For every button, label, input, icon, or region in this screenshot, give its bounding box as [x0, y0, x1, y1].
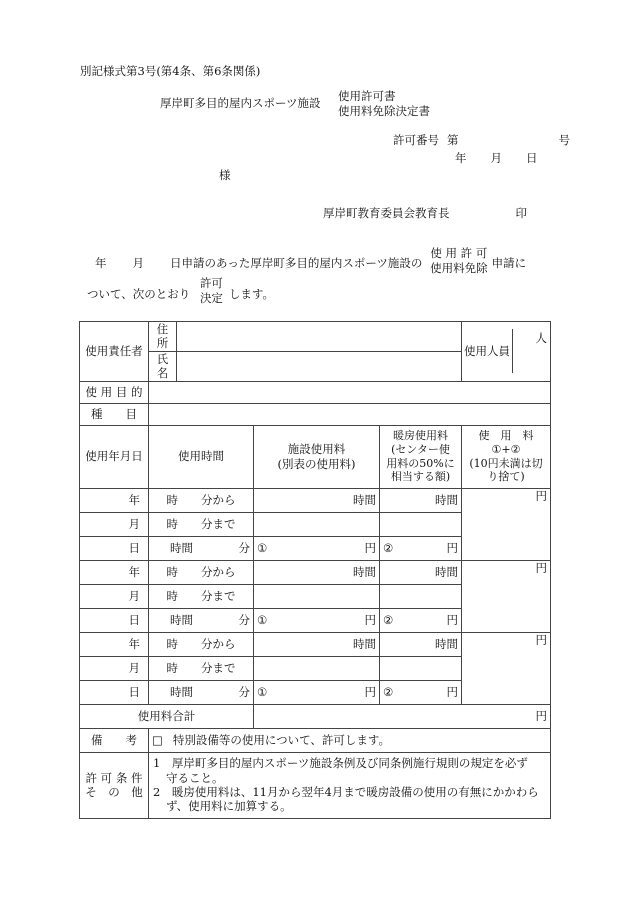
header-time: 使用時間 — [149, 425, 254, 488]
permit-number-go: 号 — [558, 133, 570, 147]
row-heating-fee[interactable] — [380, 536, 462, 560]
body-month: 月 — [132, 256, 144, 270]
row-from[interactable]: 時 分から — [149, 632, 254, 656]
row-facility-fee[interactable] — [254, 680, 380, 704]
table-row — [80, 322, 551, 352]
issuer — [323, 206, 527, 220]
condition-item: 守ること。 — [166, 770, 224, 785]
row-to[interactable]: 時 分まで — [149, 512, 254, 536]
header-heating-fee-4: 相当する額) — [390, 470, 451, 484]
table-row — [80, 381, 551, 403]
remarks-label: 備 考 — [80, 728, 149, 752]
body-option-stack-1 — [430, 246, 488, 276]
header-facility-fee-2: (別表の使用料) — [277, 456, 356, 471]
conditions-text — [149, 752, 551, 818]
form-number: 別記様式第3号(第4条、第6条関係) — [80, 64, 261, 78]
row-month[interactable]: 月 — [80, 656, 149, 680]
row-duration[interactable] — [149, 680, 254, 704]
date-year: 年 — [455, 151, 467, 165]
document-title: 厚岸町多目的屋内スポーツ施設 — [160, 96, 321, 110]
table-header-row — [80, 425, 551, 488]
kind-label: 種 目 — [80, 403, 149, 425]
users-subtable — [462, 329, 550, 373]
permit-number-dai: 第 — [447, 133, 459, 147]
users-label: 使用人員 — [462, 329, 513, 373]
address-field[interactable] — [177, 322, 462, 352]
row-facility-fee[interactable] — [254, 608, 380, 632]
body-text-2: ついて、次のとおり — [87, 287, 191, 301]
row-heating-yen: 円 — [446, 684, 459, 699]
row-duration[interactable] — [149, 536, 254, 560]
row-heating-yen: 円 — [446, 540, 459, 555]
circle-one: ① — [257, 612, 268, 627]
body-text-2-end: します。 — [228, 287, 275, 301]
row-duration-hours: 時間 — [170, 684, 193, 699]
row-facility-blank[interactable] — [254, 656, 380, 680]
row-to[interactable]: 時 分まで — [149, 656, 254, 680]
issue-date — [455, 151, 538, 165]
conditions-label-1: 許 可 条 件 — [85, 770, 143, 785]
row-total-yen[interactable]: 円 — [462, 488, 551, 560]
sum-label: 使用料合計 — [80, 704, 254, 728]
row-total-yen[interactable]: 円 — [462, 560, 551, 632]
row-heating-blank[interactable] — [380, 512, 462, 536]
row-month[interactable]: 月 — [80, 512, 149, 536]
remarks-field — [149, 728, 551, 752]
row-facility-yen: 円 — [364, 684, 376, 699]
body-line-1 — [95, 246, 527, 279]
purpose-label: 使 用 目 的 — [80, 381, 149, 403]
row-duration-minutes: 分 — [238, 540, 250, 555]
header-heating-fee — [380, 425, 462, 488]
application-table — [79, 321, 551, 819]
header-total-fee — [462, 425, 551, 488]
header-total-fee-1: 使 用 料 — [478, 429, 534, 442]
row-facility-hours[interactable]: 時間 — [254, 488, 380, 512]
row-day[interactable]: 日 — [80, 536, 149, 560]
row-facility-yen: 円 — [364, 612, 376, 627]
body-line-2 — [87, 276, 275, 310]
conditions-label-2: そ の 他 — [85, 785, 143, 799]
row-heating-hours[interactable]: 時間 — [380, 560, 462, 584]
row-month[interactable]: 月 — [80, 584, 149, 608]
header-facility-fee — [254, 425, 380, 488]
row-to[interactable]: 時 分まで — [149, 584, 254, 608]
row-facility-hours[interactable]: 時間 — [254, 632, 380, 656]
circle-one: ① — [257, 540, 268, 555]
row-duration[interactable] — [149, 608, 254, 632]
address-label: 住所 — [149, 322, 177, 352]
row-facility-fee[interactable] — [254, 536, 380, 560]
header-heating-fee-1: 暖房使用料 — [393, 429, 448, 442]
header-total-fee-3: (10円未満は切 — [469, 456, 543, 470]
header-date: 使用年月日 — [80, 425, 149, 488]
body-year: 年 — [95, 256, 107, 270]
title-option-exemption: 使用料免除決定書 — [338, 104, 430, 118]
title-option-permit: 使用許可書 — [338, 89, 396, 103]
remarks-checkbox[interactable]: □ — [152, 732, 163, 747]
row-duration-minutes: 分 — [238, 684, 250, 699]
body-option-permit: 使 用 許 可 — [430, 246, 488, 260]
row-from[interactable]: 時 分から — [149, 488, 254, 512]
header-facility-fee-1: 施設使用料 — [287, 442, 346, 457]
row-total-yen[interactable]: 円 — [462, 632, 551, 704]
row-day[interactable]: 日 — [80, 608, 149, 632]
circle-one: ① — [257, 684, 268, 699]
row-heating-yen: 円 — [446, 612, 459, 627]
condition-item: 2 暖房使用料は、11月から翌年4月まで暖房設備の使用の有無にかかわら — [153, 785, 539, 799]
row-heating-fee[interactable] — [380, 680, 462, 704]
title-options — [338, 89, 430, 119]
responsible-label: 使用責任者 — [80, 322, 149, 382]
row-duration-hours: 時間 — [170, 612, 193, 627]
circle-two: ② — [383, 540, 394, 555]
table-row — [80, 488, 551, 512]
table-row — [80, 560, 551, 584]
row-heating-blank[interactable] — [380, 584, 462, 608]
row-duration-hours: 時間 — [170, 540, 193, 555]
row-year[interactable]: 年 — [80, 488, 149, 512]
body-option-stack-2 — [200, 276, 223, 306]
row-day[interactable]: 日 — [80, 680, 149, 704]
table-row — [80, 752, 551, 818]
permit-number-label: 許可番号 — [393, 133, 439, 147]
users-cell — [462, 322, 551, 382]
row-facility-blank[interactable] — [254, 512, 380, 536]
header-heating-fee-2: (センター使 — [391, 442, 450, 456]
body-option-exemption: 使用料免除 — [430, 261, 488, 275]
circle-two: ② — [383, 612, 394, 627]
header-heating-fee-3: 用料の50%に — [386, 456, 455, 470]
row-heating-fee[interactable] — [380, 608, 462, 632]
row-heating-blank[interactable] — [380, 656, 462, 680]
table-row — [80, 403, 551, 425]
issuer-seal: 印 — [515, 206, 527, 220]
remarks-text: 特別設備等の使用について、許可します。 — [172, 732, 390, 747]
addressee-honorific: 様 — [219, 168, 231, 182]
row-year[interactable]: 年 — [80, 560, 149, 584]
body-text-1: 日申請のあった厚岸町多目的屋内スポーツ施設の — [170, 256, 423, 270]
users-unit: 人 — [535, 331, 548, 346]
conditions-label — [80, 752, 149, 818]
issuer-name: 厚岸町教育委員会教育長 — [323, 206, 450, 220]
condition-item: 1 厚岸町多目的屋内スポーツ施設条例及び同条例施行規則の規定を必ず — [153, 756, 528, 771]
row-facility-yen: 円 — [364, 540, 376, 555]
row-duration-minutes: 分 — [238, 612, 250, 627]
purpose-field[interactable] — [149, 381, 551, 403]
header-total-fee-2: ①+② — [491, 442, 521, 456]
row-heating-hours[interactable]: 時間 — [380, 632, 462, 656]
table-row — [80, 728, 551, 752]
name-label: 氏名 — [149, 351, 177, 381]
date-day: 日 — [526, 151, 538, 165]
row-year[interactable]: 年 — [80, 632, 149, 656]
body-option-kettei: 決定 — [199, 291, 223, 305]
header-total-fee-4: り捨て) — [487, 470, 525, 484]
table-row — [80, 632, 551, 656]
name-field[interactable] — [177, 351, 462, 381]
body-option-kyoka: 許可 — [199, 276, 223, 290]
table-row — [80, 704, 551, 728]
row-facility-blank[interactable] — [254, 584, 380, 608]
sum-field[interactable]: 円 — [254, 704, 551, 728]
kind-field[interactable] — [149, 403, 551, 425]
condition-item: ず、使用料に加算する。 — [166, 799, 292, 814]
date-month: 月 — [490, 151, 502, 165]
body-text-1-end: 申請に — [491, 256, 527, 270]
row-from[interactable]: 時 分から — [149, 560, 254, 584]
circle-two: ② — [383, 684, 394, 699]
row-facility-hours[interactable]: 時間 — [254, 560, 380, 584]
row-heating-hours[interactable]: 時間 — [380, 488, 462, 512]
permit-number — [393, 133, 570, 147]
